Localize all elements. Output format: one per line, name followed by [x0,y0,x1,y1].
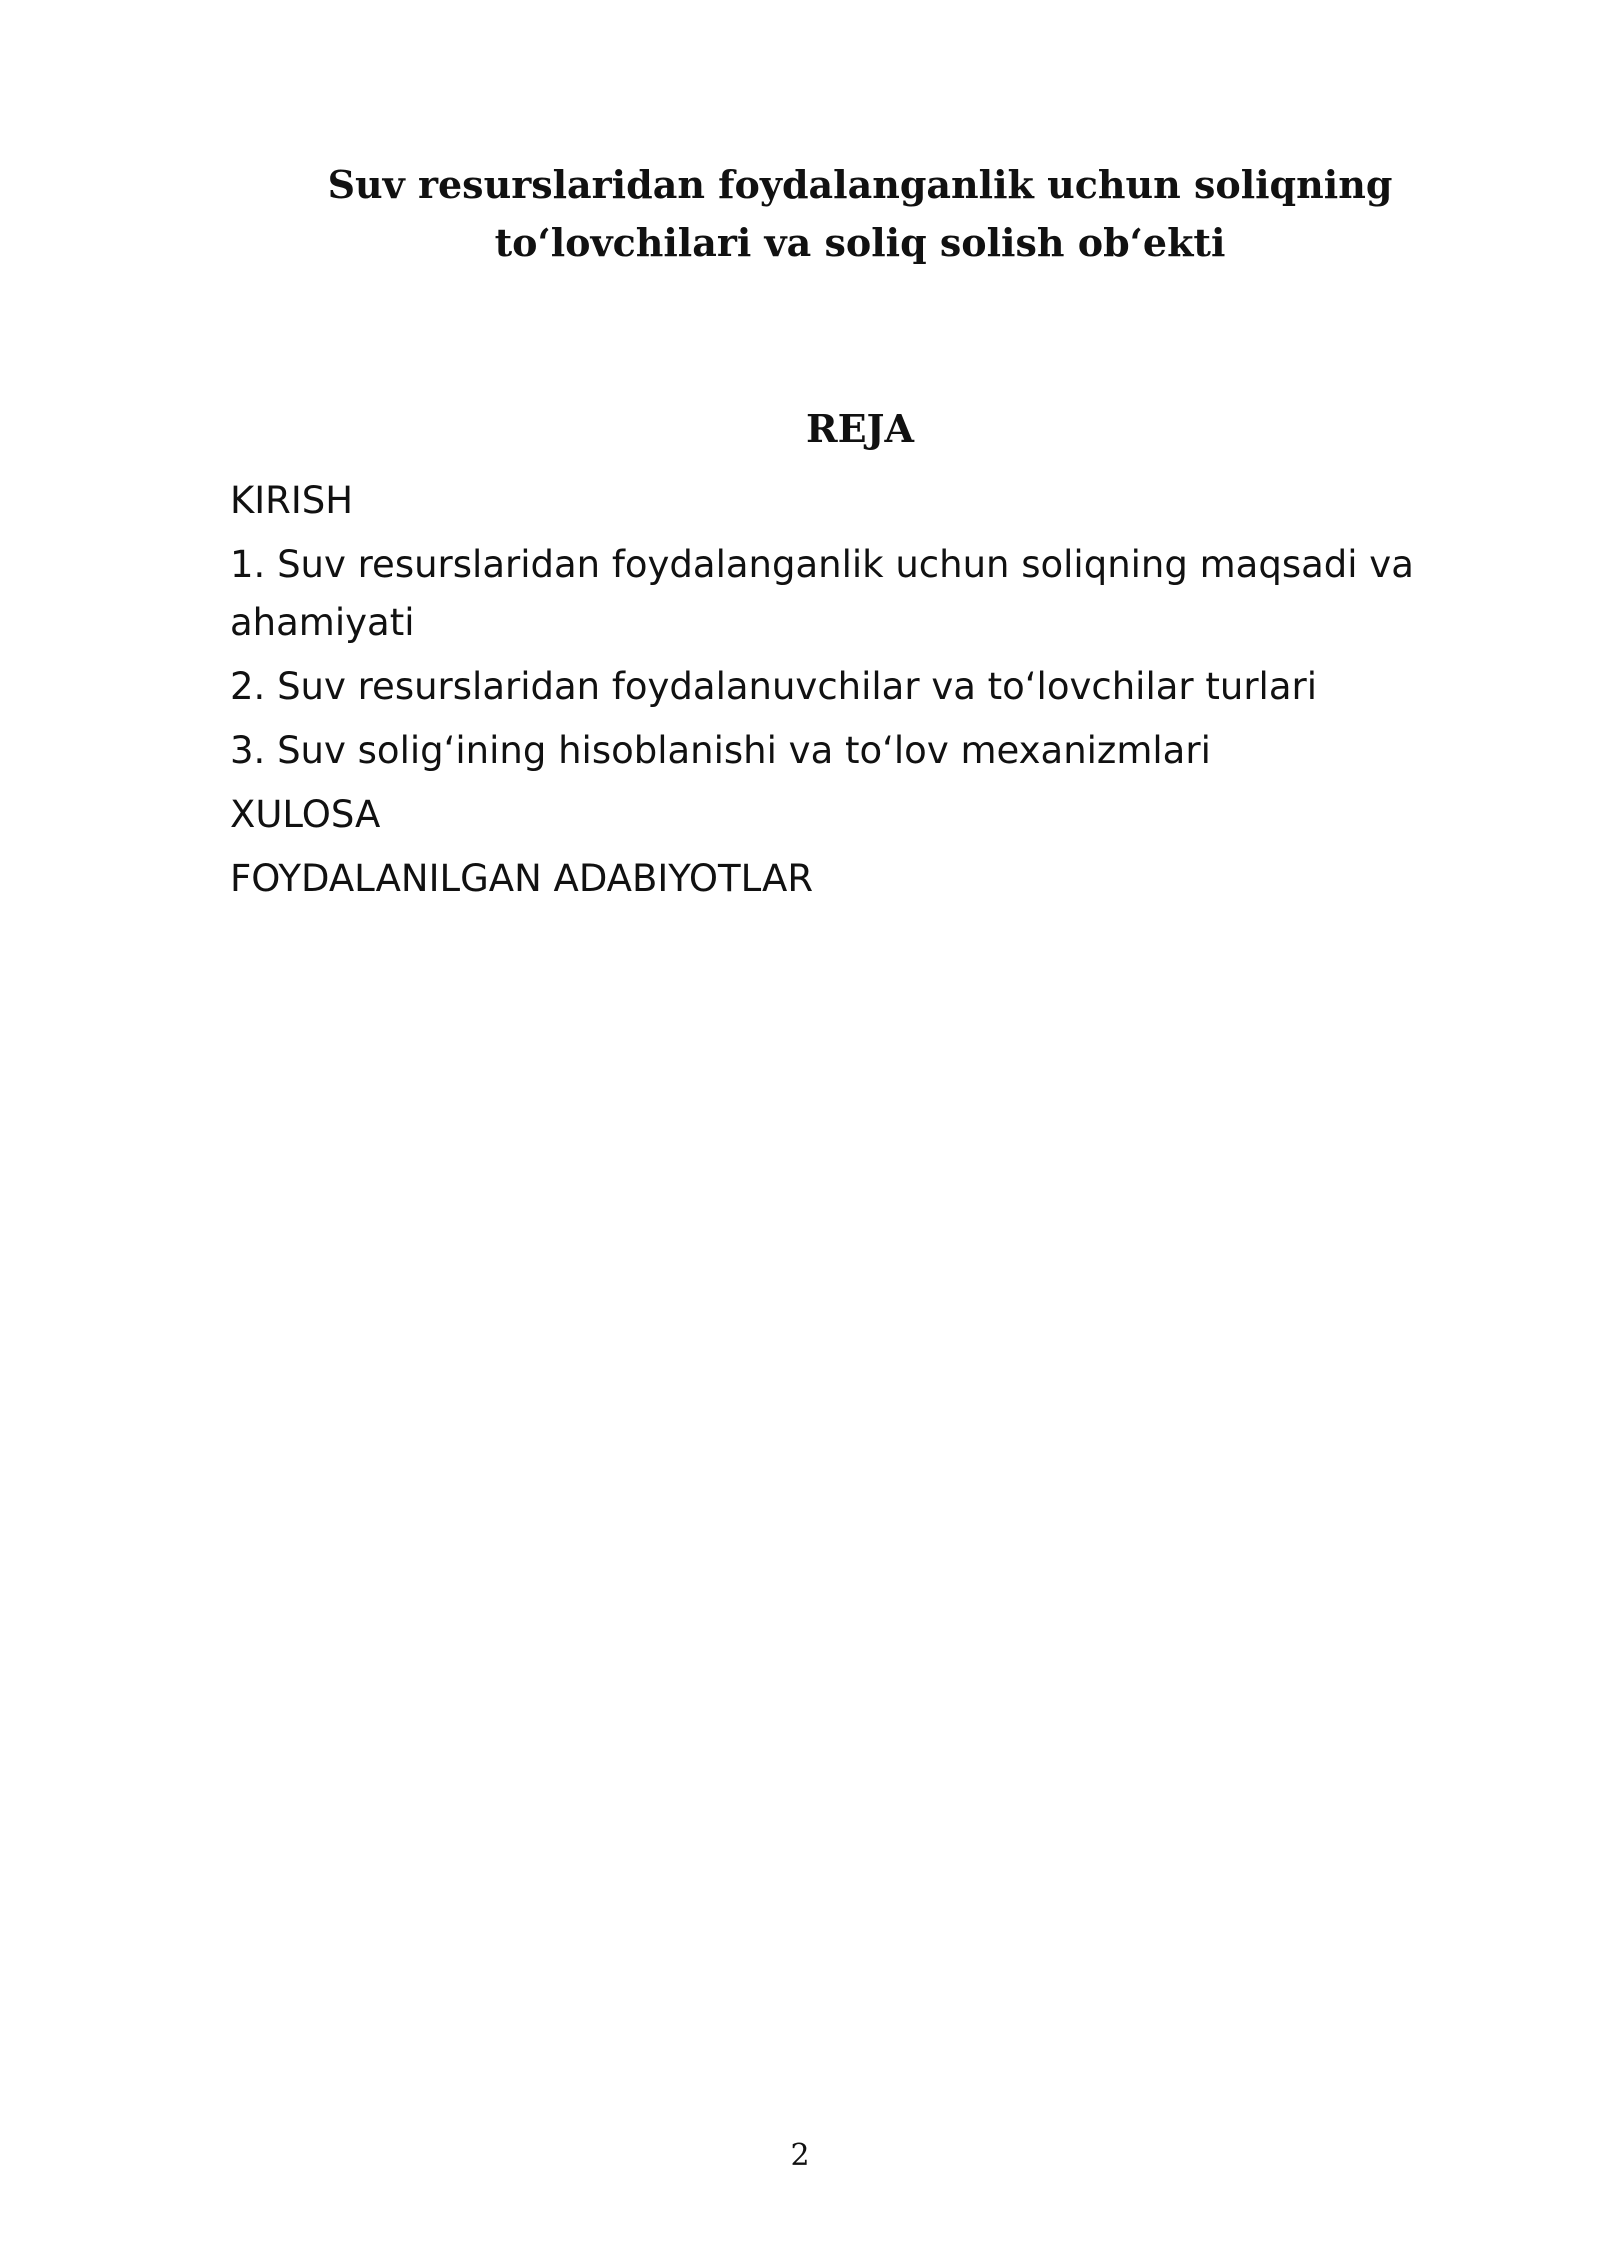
plan-item-2: 2. Suv resurslaridan foydalanuvchilar va to‘lovchilar turlari [230,665,1317,708]
document-title [230,156,1490,272]
document-title-line-1: Suv resurslaridan foydalanganlik uchun soliqning [327,162,1393,207]
plan-list [230,472,1490,914]
plan-item-1: 1. Suv resurslaridan foydalanganlik uchun soliqning maqsadi va ahamiyati [230,543,1414,644]
plan-item-introduction: KIRISH [230,479,354,522]
plan-item-references: FOYDALANILGAN ADABIYOTLAR [230,857,814,900]
document-title-line-2: to‘lovchilari va soliq solish ob‘ekti [494,220,1226,265]
plan-item-3: 3. Suv solig‘ining hisoblanishi va to‘lov mexanizmlari [230,729,1211,772]
plan-heading: REJA [805,406,914,451]
page-number: 2 [790,2138,810,2173]
plan-item-conclusion: XULOSA [230,793,381,836]
